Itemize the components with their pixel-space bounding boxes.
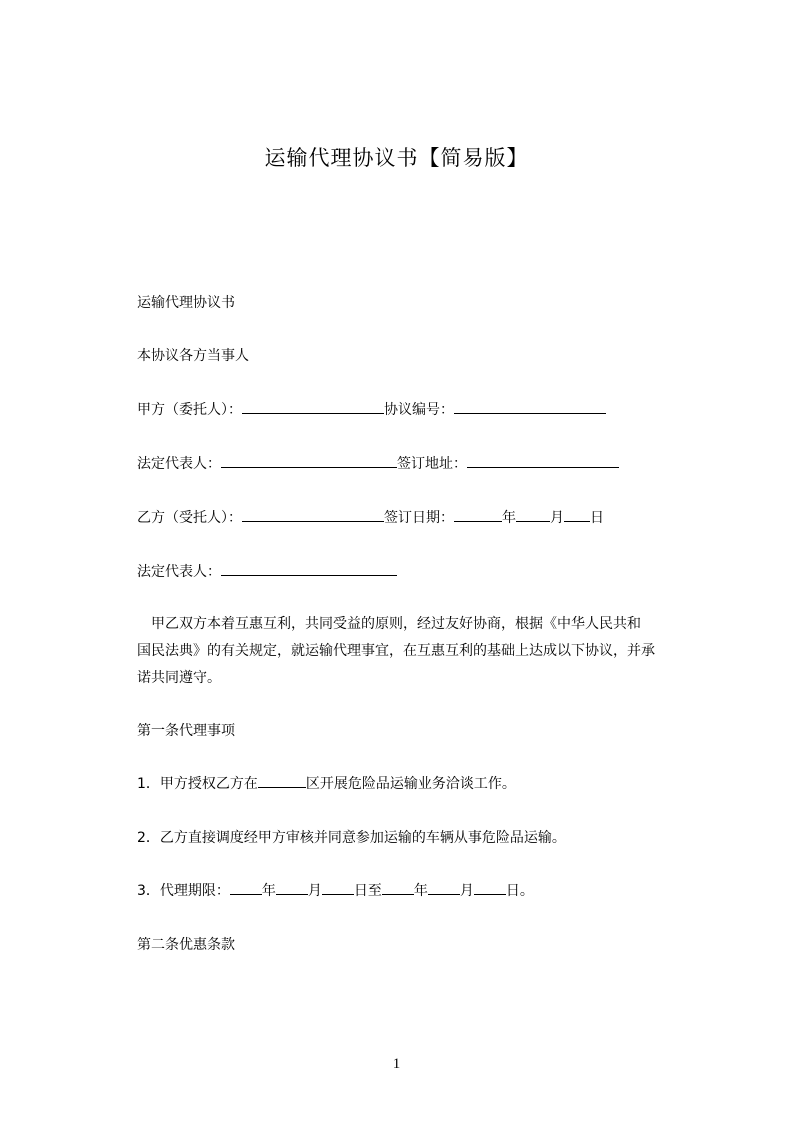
item-3-day2-blank[interactable]	[474, 880, 506, 895]
party-b-row	[137, 507, 604, 527]
item-3-month2-blank[interactable]	[428, 880, 460, 895]
agreement-no-blank[interactable]	[454, 399, 606, 414]
party-a-label: 甲方（委托人）：	[137, 402, 242, 418]
party-b-blank[interactable]	[242, 507, 384, 522]
item-3-end-label: 日。	[505, 883, 534, 899]
legal-rep-b-label: 法定代表人：	[137, 564, 221, 580]
sign-month-blank[interactable]	[516, 507, 550, 522]
sign-place-blank[interactable]	[467, 453, 619, 468]
party-b-label: 乙方（受托人）：	[137, 510, 242, 526]
party-a-blank[interactable]	[242, 399, 384, 414]
sign-month-label: 月	[550, 510, 564, 526]
legal-rep-b-blank[interactable]	[221, 561, 397, 576]
legal-rep-blank[interactable]	[221, 453, 397, 468]
item-3-year2-blank[interactable]	[382, 880, 414, 895]
document-heading: 运输代理协议书	[137, 295, 235, 311]
sign-place-label: 签订地址：	[397, 456, 467, 472]
agreement-no-label: 协议编号：	[384, 402, 454, 418]
sign-day-blank[interactable]	[564, 507, 590, 522]
article-1-item-3	[137, 880, 534, 900]
article-2-heading: 第二条优惠条款	[137, 937, 235, 953]
item-3-month-blank[interactable]	[276, 880, 308, 895]
item-3-year-label: 年	[261, 883, 276, 899]
intro-line-3: 诺共同遵守。	[137, 670, 221, 686]
item-3-year2-label: 年	[413, 883, 428, 899]
item-3-month2-label: 月	[459, 883, 474, 899]
article-1-item-1	[137, 773, 516, 793]
sign-year-blank[interactable]	[454, 507, 502, 522]
sign-year-label: 年	[502, 510, 516, 526]
legal-rep-b-row	[137, 561, 397, 581]
intro-line-1: 甲乙双方本着互惠互利，共同受益的原则，经过友好协商，根据《中华人民共和	[151, 616, 641, 632]
page-title: 运输代理协议书【简易版】	[264, 146, 529, 170]
item-3-day-blank[interactable]	[322, 880, 354, 895]
parties-heading: 本协议各方当事人	[137, 348, 249, 364]
item-1-suffix: 区开展危险品运输业务洽谈工作。	[305, 776, 516, 792]
article-1-item-2: 2．乙方直接调度经甲方审核并同意参加运输的车辆从事危险品运输。	[137, 830, 566, 846]
sign-date-label: 签订日期：	[384, 510, 454, 526]
intro-line-2: 国民法典》的有关规定，就运输代理事宜，在互惠互利的基础上达成以下协议，并承	[137, 643, 655, 659]
legal-rep-row	[137, 453, 619, 473]
item-1-prefix: 1．甲方授权乙方在	[137, 776, 258, 792]
page-number: 1	[392, 1056, 401, 1072]
item-3-year-blank[interactable]	[230, 880, 262, 895]
item-3-prefix: 3．代理期限：	[137, 883, 230, 899]
article-1-heading: 第一条代理事项	[137, 723, 235, 739]
item-3-day-to-label: 日至	[353, 883, 382, 899]
item-3-month-label: 月	[307, 883, 322, 899]
sign-day-label: 日	[590, 510, 604, 526]
item-1-region-blank[interactable]	[258, 773, 306, 788]
party-a-row	[137, 399, 606, 419]
legal-rep-label: 法定代表人：	[137, 456, 221, 472]
